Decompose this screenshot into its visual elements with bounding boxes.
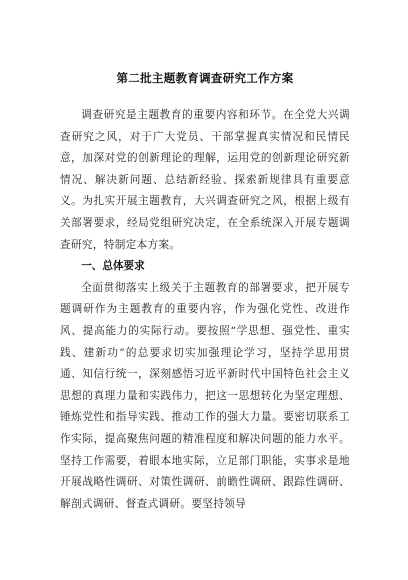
intro-paragraph: 调查研究是主题教育的重要内容和环节。在全党大兴调查研究之风，对于广大党员、干部掌握真实情况和民情民意，加深对党的创新理论的理解，运用党的创新理论研究新情况、解决新问题、总结新经验、探索新规律具有重要意义。为扎实开展主题教育，大兴调查研究之风，根据上级有关部署要求，经局党组研究决定，在全系统深入开展专题调查研究，特制定本方案。 (60, 109, 350, 251)
document-title: 第二批主题教育调查研究工作方案 (116, 71, 294, 85)
section-heading-general-requirements: 一、总体要求 (81, 260, 145, 273)
section-body-general-requirements: 全面贯彻落实上级关于主题教育的部署要求，把开展专题调研作为主题教育的重要内容，作为强化党性、改进作风、提高能力的实际行动。要按照“学思想、强党性、重实践、建新功”的总要求切实加强理论学习，坚持学思用贯通、知信行统一，深刻感悟习近平新时代中国特色社会主义思想的真理力量和实践伟力，把这一思想转化为坚定理想、锤炼党性和指导实践、推动工作的强大力量。要密切联系工作实际，提高聚焦问题的精准程度和解决问题的能力水平。坚持工作需要，着眼本地实际，立足部门职能，实事求是地开展战略性调研、对策性调研、前瞻性调研、跟踪性调研、解剖式调研、督查式调研。要坚持领导 (60, 281, 350, 510)
